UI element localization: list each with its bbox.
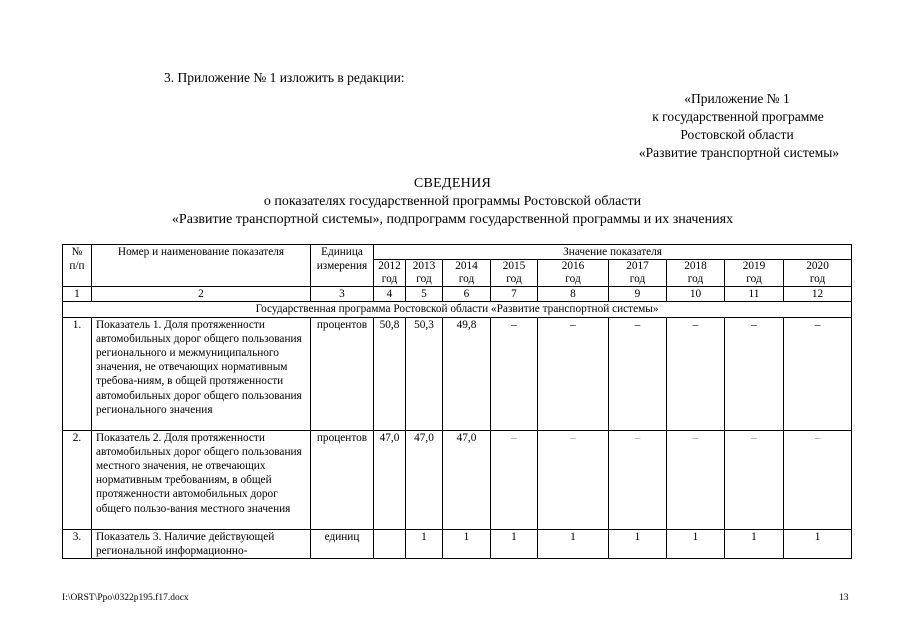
file-path: I:\ORST\Ppo\0322p195.f17.docx <box>62 593 189 603</box>
header-year: 2020 год <box>784 260 852 287</box>
indicator-unit: единиц <box>311 529 374 558</box>
column-number: 6 <box>443 287 491 302</box>
column-number: 2 <box>92 287 311 302</box>
header-year: 2015 год <box>491 260 538 287</box>
column-number: 8 <box>538 287 609 302</box>
value-cell: 47,0 <box>443 430 491 529</box>
header-name: Номер и наименование показателя <box>92 245 311 287</box>
appendix-line-1: «Приложение № 1 <box>684 91 790 106</box>
row-number: 3. <box>63 529 92 558</box>
column-number: 10 <box>667 287 725 302</box>
value-cell: 1 <box>667 529 725 558</box>
header-no: № п/п <box>63 245 92 287</box>
header-unit: Единица измерения <box>311 245 374 287</box>
column-number: 9 <box>609 287 667 302</box>
column-number: 12 <box>784 287 852 302</box>
indicator-name: Показатель 3. Наличие действующей региональной информационно- <box>92 529 311 558</box>
column-number: 3 <box>311 287 374 302</box>
value-cell: 1 <box>609 529 667 558</box>
value-cell: – <box>725 430 784 529</box>
value-cell: 50,8 <box>374 317 406 430</box>
appendix-line-3: Ростовской области <box>680 127 794 142</box>
row-number: 2. <box>63 430 92 529</box>
value-cell: – <box>491 430 538 529</box>
value-cell: 1 <box>406 529 443 558</box>
section-title: Государственная программа Ростовской области «Развитие транспортной системы» <box>63 302 852 317</box>
value-cell: 47,0 <box>374 430 406 529</box>
header-year: 2014 год <box>443 260 491 287</box>
value-cell: – <box>609 317 667 430</box>
document-heading <box>0 175 905 229</box>
indicator-unit: процентов <box>311 317 374 430</box>
column-number: 11 <box>725 287 784 302</box>
row-number: 1. <box>63 317 92 430</box>
amendment-item: 3. Приложение № 1 изложить в редакции: <box>164 70 405 85</box>
value-cell: – <box>725 317 784 430</box>
header-row-1 <box>63 245 852 260</box>
table-row <box>63 529 852 558</box>
value-cell: – <box>538 430 609 529</box>
indicator-name: Показатель 2. Доля протяженности автомобильных дорог общего пользования местного значения, не отвечающих нормативным требованиям, в общей протяженности автомобильных дорог общего пользо-вания местного значения <box>92 430 311 529</box>
value-cell: – <box>667 430 725 529</box>
column-number: 7 <box>491 287 538 302</box>
value-cell: – <box>667 317 725 430</box>
page-number: 13 <box>839 593 849 603</box>
column-number: 1 <box>63 287 92 302</box>
column-number: 5 <box>406 287 443 302</box>
table-row <box>63 317 852 430</box>
header-year: 2012 год <box>374 260 406 287</box>
indicator-name: Показатель 1. Доля протяженности автомобильных дорог общего пользования регионального и межмуниципального значения, не отвечающих нормативным требова-ниям, в общей протяженности автомобильных дорог общего пользования регионального значения <box>92 317 311 430</box>
indicators-table <box>62 244 852 559</box>
indicator-unit: процентов <box>311 430 374 529</box>
heading-title: СВЕДЕНИЯ <box>413 176 492 191</box>
value-cell <box>374 529 406 558</box>
column-number: 4 <box>374 287 406 302</box>
value-cell: 1 <box>491 529 538 558</box>
header-year: 2018 год <box>667 260 725 287</box>
table-row <box>63 430 852 529</box>
value-cell: 1 <box>443 529 491 558</box>
value-cell: – <box>538 317 609 430</box>
heading-line-2: о показателях государственной программы Ростовской области <box>263 194 642 209</box>
value-cell: 1 <box>725 529 784 558</box>
value-cell: 47,0 <box>406 430 443 529</box>
appendix-line-2: к государственной программе <box>652 109 824 124</box>
appendix-line-4: «Развитие транспортной системы» <box>638 145 840 160</box>
section-row <box>63 302 852 317</box>
value-cell: 1 <box>538 529 609 558</box>
value-cell: – <box>491 317 538 430</box>
heading-line-3: «Развитие транспортной системы», подпрограмм государственной программы и их значениях <box>171 212 734 227</box>
header-values: Значение показателя <box>374 245 852 260</box>
value-cell: 50,3 <box>406 317 443 430</box>
header-year: 2019 год <box>725 260 784 287</box>
value-cell: 49,8 <box>443 317 491 430</box>
value-cell: – <box>784 430 852 529</box>
column-number-row <box>63 287 852 302</box>
value-cell: – <box>784 317 852 430</box>
header-year: 2013 год <box>406 260 443 287</box>
value-cell: – <box>609 430 667 529</box>
header-year: 2016 год <box>538 260 609 287</box>
header-year: 2017 год <box>609 260 667 287</box>
value-cell: 1 <box>784 529 852 558</box>
